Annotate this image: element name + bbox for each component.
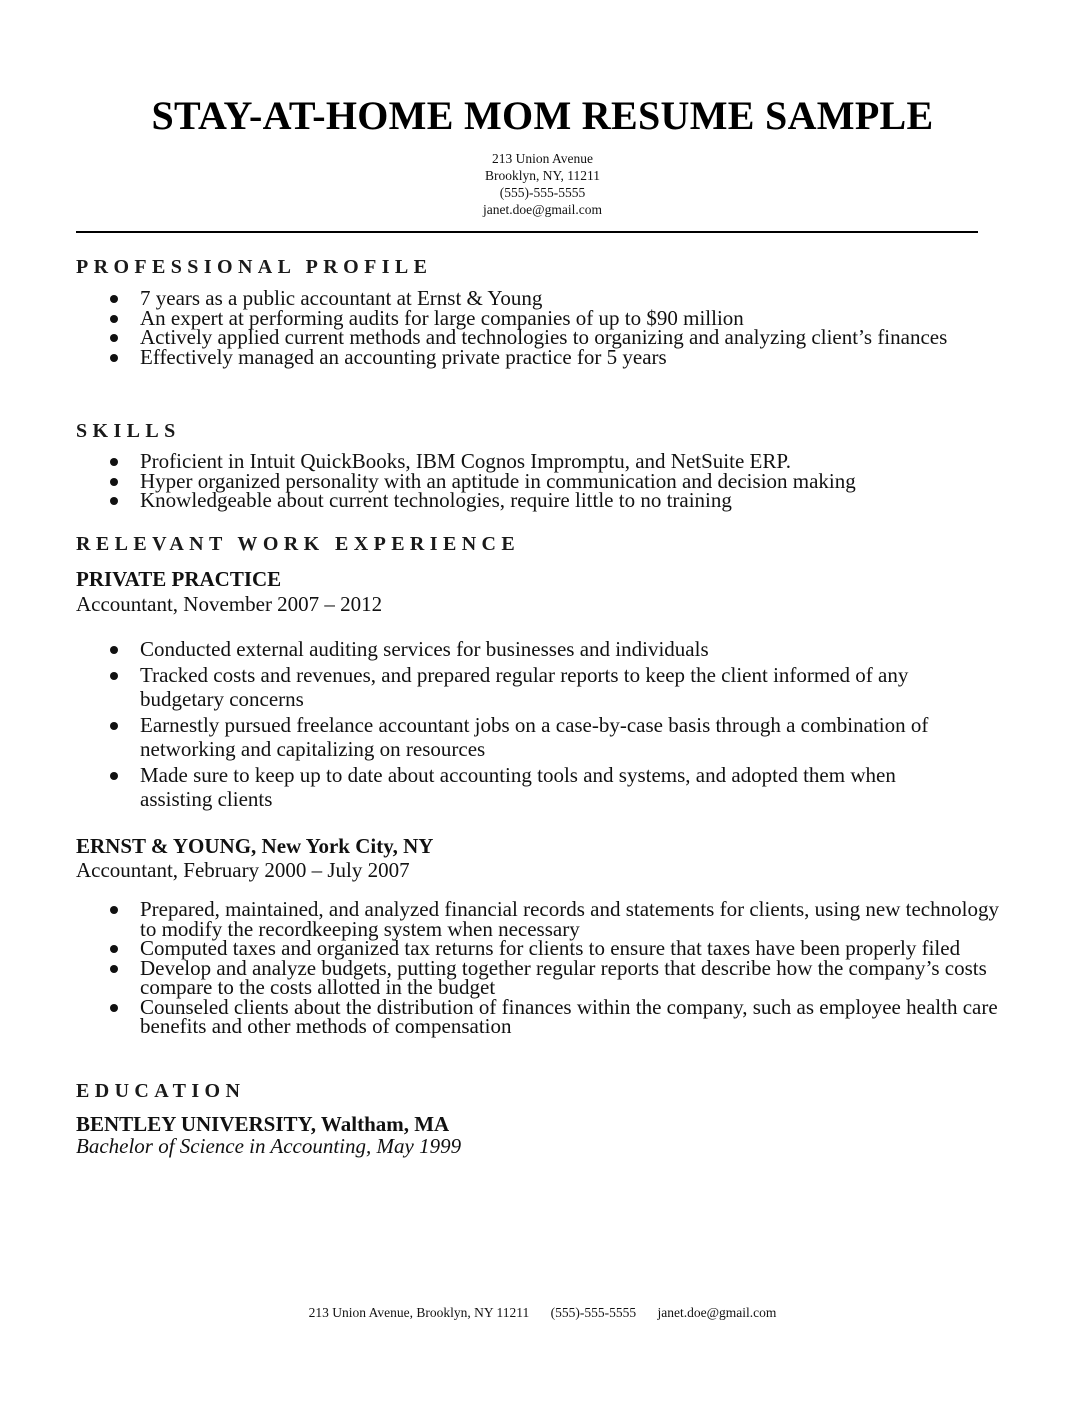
list-item: Effectively managed an accounting private practice for 5 years (140, 348, 980, 368)
job-duties-list (140, 637, 940, 813)
list-item: Develop and analyze budgets, putting together regular reports that describe how the company’s costs compare to the costs allotted in the budget (140, 959, 1015, 998)
list-item: Actively applied current methods and technologies to organizing and analyzing client’s finances (140, 328, 980, 348)
email-address[interactable]: janet.doe@gmail.com (483, 202, 602, 217)
profile-heading: PROFESSIONAL PROFILE (76, 256, 433, 278)
list-item: 7 years as a public accountant at Ernst & Young (140, 289, 980, 309)
address-line-1: 213 Union Avenue (492, 151, 593, 166)
list-item: Conducted external auditing services for businesses and individuals (140, 637, 940, 661)
footer-address: 213 Union Avenue, Brooklyn, NY 11211 (308, 1305, 530, 1320)
job-role: Accountant, February 2000 – July 2007 (76, 858, 410, 882)
skills-heading: SKILLS (76, 420, 181, 442)
list-item: Counseled clients about the distribution of finances within the company, such as employee health care benefits and other methods of compensation (140, 998, 1015, 1037)
job-duties-list (140, 897, 1015, 1038)
header-divider (76, 231, 978, 233)
footer-contact (0, 1305, 1085, 1321)
list-item: Knowledgeable about current technologies, require little to no training (140, 491, 1020, 511)
contact-block (0, 150, 1085, 218)
school-name: BENTLEY UNIVERSITY, Waltham, MA (76, 1112, 450, 1136)
list-item: Earnestly pursued freelance accountant jobs on a case-by-case basis through a combination of networking and capitalizing on resources (140, 713, 940, 761)
list-item: Hyper organized personality with an aptitude in communication and decision making (140, 472, 1020, 492)
address-line-2: Brooklyn, NY, 11211 (484, 168, 600, 183)
phone-number: (555)-555-5555 (499, 185, 586, 200)
education-heading: EDUCATION (76, 1080, 246, 1102)
profile-list (140, 286, 980, 369)
experience-heading: RELEVANT WORK EXPERIENCE (76, 533, 521, 555)
list-item: Computed taxes and organized tax returns for clients to ensure that taxes have been properly filed (140, 939, 1015, 959)
list-item: Proficient in Intuit QuickBooks, IBM Cognos Impromptu, and NetSuite ERP. (140, 452, 1020, 472)
job-role: Accountant, November 2007 – 2012 (76, 592, 383, 616)
footer-phone: (555)-555-5555 (550, 1305, 637, 1320)
list-item: An expert at performing audits for large companies of up to $90 million (140, 309, 980, 329)
employer-name: PRIVATE PRACTICE (76, 567, 282, 591)
employer-name: ERNST & YOUNG, New York City, NY (76, 834, 434, 858)
skills-list (140, 449, 1020, 512)
list-item: Made sure to keep up to date about accounting tools and systems, and adopted them when assisting clients (140, 763, 940, 811)
degree-line: Bachelor of Science in Accounting, May 1999 (76, 1134, 462, 1158)
list-item: Prepared, maintained, and analyzed financial records and statements for clients, using new technology to modify the recordkeeping system when necessary (140, 900, 1015, 939)
footer-email[interactable]: janet.doe@gmail.com (657, 1305, 777, 1320)
list-item: Tracked costs and revenues, and prepared regular reports to keep the client informed of any budgetary concerns (140, 663, 940, 711)
page-title: STAY-AT-HOME MOM RESUME SAMPLE (151, 93, 934, 138)
